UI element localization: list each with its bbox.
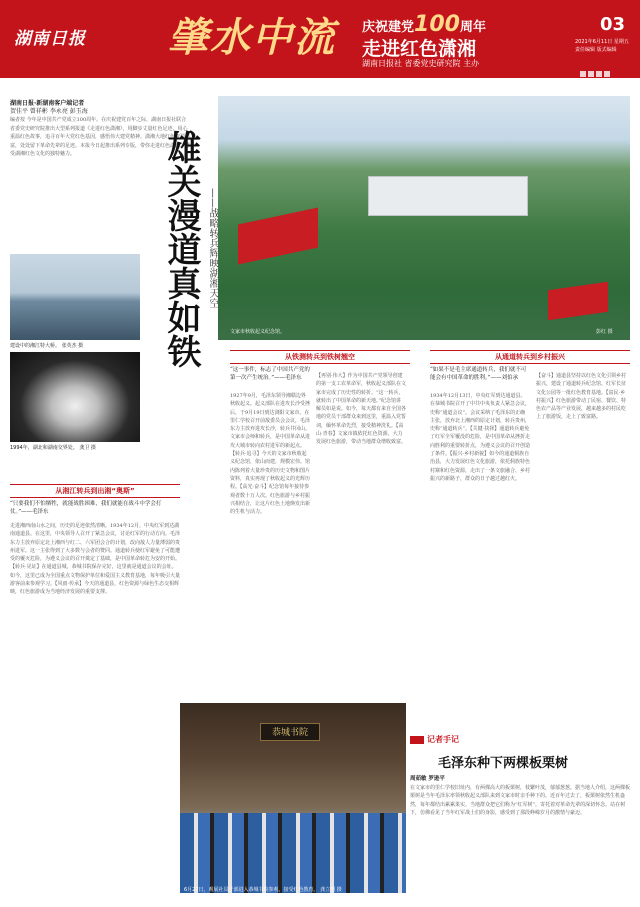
kicker: 湖南日报·新湖南客户端记者	[10, 100, 85, 107]
masthead	[0, 0, 640, 78]
section-heading-right: 从通道转兵到乡村振兴	[430, 350, 630, 364]
body-column-mid2: 【再别·伟大】作为中国共产党领导创建的第一支工农革命军，秋收起义部队在文家市完成了历史性的转折。“这一转兵，就转出了中国革命的新天地。”纪念馆讲解员如是说。如今，每天都有来自全国各地的党员干部群众来到这里，重温入党誓词，缅怀革命先烈，接受精神洗礼。【高山·青春】文家市镇依托红色资源，大力发展红色旅游，带动当地群众增收致富。	[316, 373, 406, 446]
column-calligraphy: 肇水中流	[168, 14, 336, 61]
quote-left: “只要我们不怕牺牲，就能战胜困难，我们就能在战斗中学会打仗。”——毛泽东	[10, 501, 162, 516]
subheadline: ——战略转兵辉映湖湘天空	[207, 188, 218, 308]
quote-right: “如果不是毛主席通道转兵，我们就不可能会有中国革命的胜利。”——刘伯承	[430, 367, 527, 382]
main-photo-credit: 彭红 摄	[596, 329, 613, 335]
academy-signboard: 恭城书院	[260, 723, 320, 741]
visitor-crowd	[180, 813, 406, 893]
bridge-photo	[10, 254, 140, 340]
tunnel-photo-caption: 1994年，湖北和湖南交界处。 龚卫 摄	[10, 445, 96, 451]
reporter-notes-label: 记者手记	[410, 734, 459, 745]
red-flag-sculpture-right	[548, 282, 608, 320]
body-column-mid: 1927年9月，毛泽东领导湘赣边界秋收起义。起义部队在进攻长沙受挫后，于9月19日到达浏阳文家市。在里仁学校召开前敌委员会会议，毛泽东力主放弃进攻长沙，转兵井冈山。文家市会师和转兵，是中国革命从进攻大城市转向农村进军的新起点。【转兵·追寻】今天的文家市秋收起义纪念馆，依山而建，规模宏伟。馆内陈列着大量珍贵的历史文物和图片资料，真实再现了秋收起义的光辉历程。【高光·奋斗】纪念馆每年接待参观者数十万人次。红色旅游与乡村振兴相结合，让这片红色土地焕发出新的生机与活力。	[230, 393, 310, 516]
main-photo-caption: 文家市秋收起义纪念馆。	[230, 329, 286, 335]
academy-photo-caption: 6月27日，观展社员干部进入恭城书院参观，接受红色教育。 龚立明 摄	[184, 887, 342, 893]
byline: 贺佳平 曾祥彬 李永亮 彭玉海	[10, 108, 88, 115]
tunnel-photo	[10, 352, 140, 442]
memo-body: 在文家市的里仁学校旧址内，有两棵高大的板栗树，枝繁叶茂，郁郁葱葱。据当地人介绍，这两棵板栗树是当年毛泽东率领秋收起义部队来到文家市时亲手种下的。近百年过去了，板栗树依然生机盎然，每年都结出累累果实。当地群众把它们称为“红军树”，寄托着对革命先辈的深切怀念。站在树下，仿佛看见了当年红军战士们的身影，感受到了那段峥嵘岁月的激情与豪迈。	[410, 785, 630, 816]
memorial-building	[368, 176, 528, 216]
series-title: 走进红色潇湘	[362, 38, 477, 60]
memo-byline: 周茹敏 罗逊平	[410, 776, 445, 782]
red-flag-sculpture	[238, 207, 318, 264]
headline: 雄关漫道真如铁	[161, 130, 201, 368]
body-column-right: 1934年12月13日，中央红军到达通道县。在恭城书院召开了中共中央负责人紧急会议，史称“通道会议”。会议采纳了毛泽东的正确主张，放弃北上湘西的原定计划，转兵贵州，史称“通道转兵”。【关键·抉择】通道转兵避免了红军全军覆没的危险，是中国革命从挫折走向胜利的重要转折点，为遵义会议的召开创造了条件。【振兴·乡村新貌】如今的通道侗族自治县，大力发展红色文化旅游，依托侗族特色村寨和红色资源，走出了一条文旅融合、乡村振兴的新路子，群众的日子越过越红火。	[430, 393, 530, 482]
qr-icon	[580, 62, 630, 68]
memorial-hall-photo	[218, 96, 630, 340]
academy-visit-photo	[180, 703, 406, 893]
memo-title: 毛泽东种下两棵板栗树	[438, 756, 569, 771]
body-column-left: 走进湘西南山水之间，历史的足迹依然清晰。1934年12月，中央红军到达湖南通道县。在这里，中央领导人召开了紧急会议，讨论红军的行动方向。毛泽东力主放弃原定北上湘西与红二、六军团会合的计划，改向敌人力量薄弱的贵州进军。这一主张得到了大多数与会者的赞同。通道转兵使红军避免了可能遭受的覆灭危险，为遵义会议的召开奠定了基础，是中国革命转危为安的开始。【转兵·见证】在通道县城，恭城书院保存完好，这里就是通道会议的会址。如今，这里已成为全国重点文物保护单位和爱国主义教育基地，每年吸引大量游客前来参观学习。【风雨·传承】今天的通道县，红色资源与绿色生态交相辉映，红色旅游成为当地经济发展的重要支撑。	[10, 523, 180, 596]
quote-mid: “这一事件，标志了中国共产党的第一次产生统治。”——毛泽东	[230, 367, 310, 382]
newspaper-logo: 湖南日报	[14, 29, 86, 49]
page-meta: 2021年6月11日 星期五 责任编辑 版式编辑	[575, 39, 629, 53]
section-heading-mid: 从铁测转兵到铁树翘空	[230, 350, 410, 364]
anniversary-line: 庆祝建党100周年	[362, 12, 486, 37]
organizers: 湖南日报社 省委党史研究院 主办	[362, 59, 480, 68]
section-heading-left: 从湘江转兵到出湘“奥斯”	[10, 484, 180, 498]
body-column-right2: 【奋斗】通道县坚持以红色文化引领乡村振兴，建设了通道转兵纪念馆、红军长征文化公园等一批红色教育基地。【富民·乡村振兴】红色旅游带动了民宿、餐饮、特色农产品等产业发展，越来越多的村民吃上了旅游饭，走上了致富路。	[536, 373, 627, 421]
lead-paragraph: 编者按 今年是中国共产党成立100周年。在庆祝建党百年之际，湖南日报社联合省委党史研究院推出大型系列报道《走进红色潇湘》，用脚步丈量红色足迹，用心重温红色故事，追寻百年大党红色基因，感悟伟大建党精神。潇湘大地红色资源丰富，处处留下革命先辈的足迹。本报今日起推出系列专版，带你走进红色潇湘，感受湖湘红色文化的独特魅力。	[10, 117, 191, 157]
bridge-photo-caption: 建设中的湘江特大桥。 张英杰 摄	[10, 343, 84, 349]
page-number: 03	[600, 14, 626, 35]
